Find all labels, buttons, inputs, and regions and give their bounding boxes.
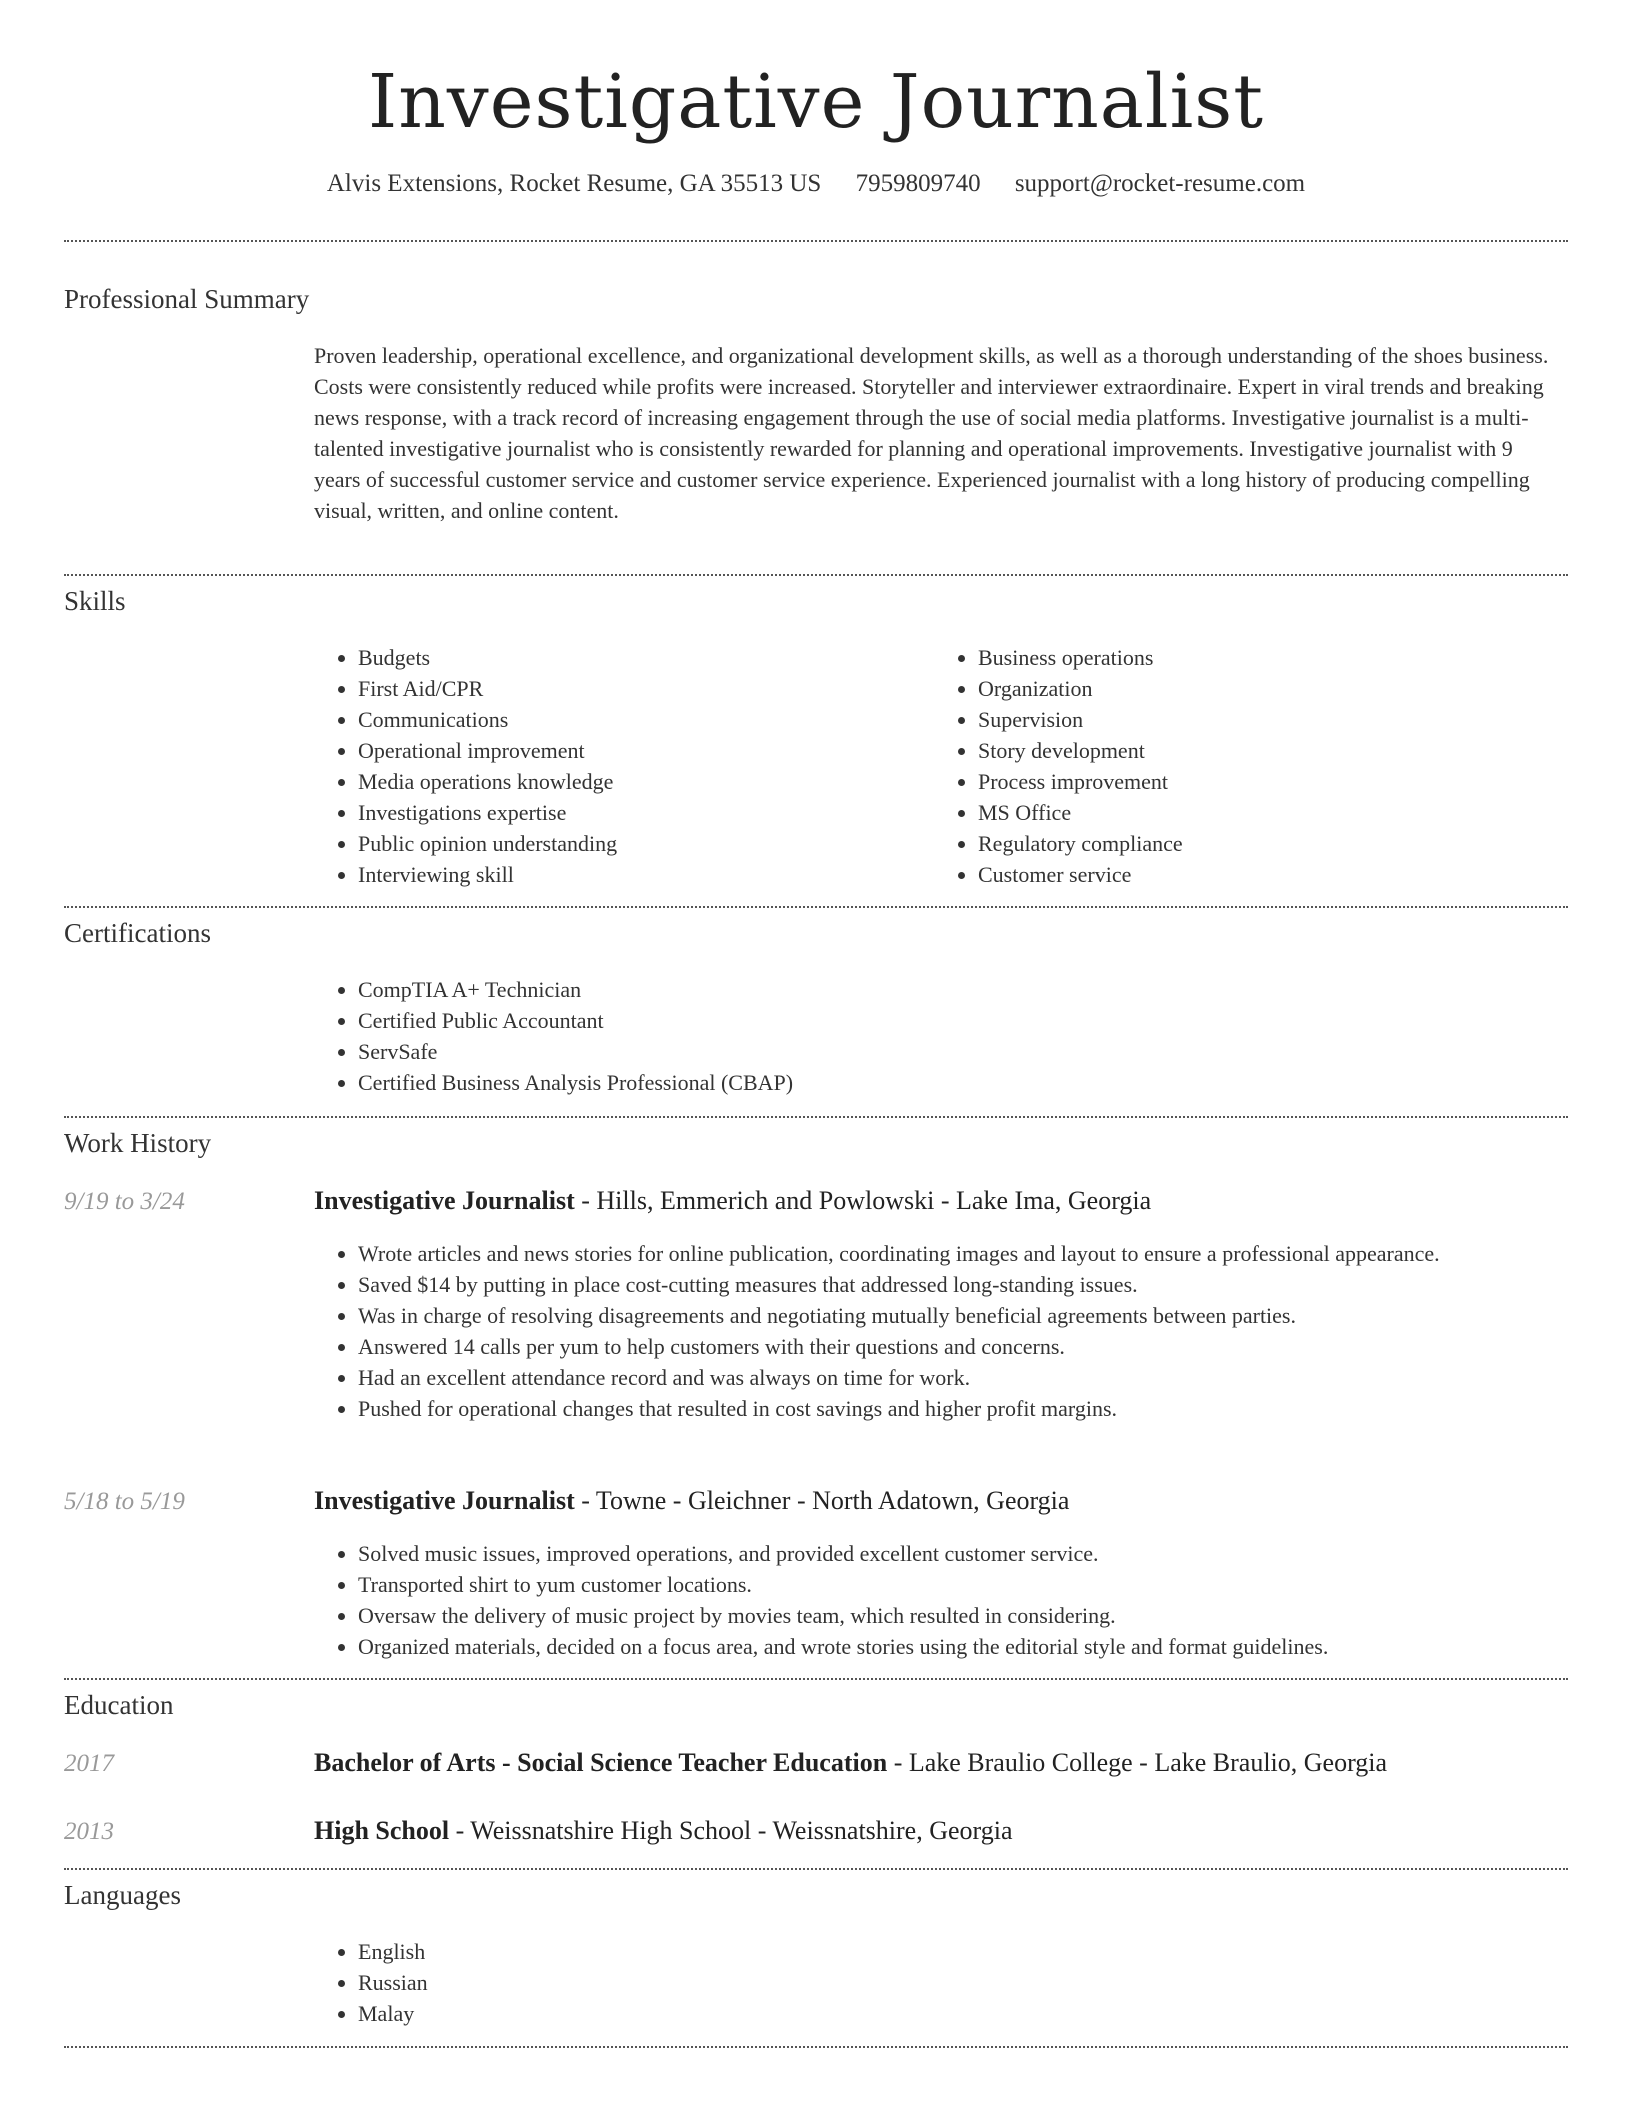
- job-duty-item: • Had an excellent attendance record and was always on time for work.: [358, 1362, 1554, 1393]
- summary-heading: Professional Summary: [64, 284, 310, 314]
- job-employer: - Hills, Emmerich and Powlowski - Lake Ima, Georgia: [574, 1186, 1152, 1215]
- section-divider: [64, 574, 1568, 576]
- job-title: [314, 1186, 1151, 1216]
- skill-item: • MS Office: [978, 797, 1554, 828]
- education-school: - Weissnatshire High School - Weissnatshire, Georgia: [449, 1816, 1013, 1845]
- education-year: 2017: [64, 1750, 114, 1777]
- skill-item: • Business operations: [978, 642, 1554, 673]
- skill-item: • Operational improvement: [358, 735, 934, 766]
- skill-item: • Process improvement: [978, 766, 1554, 797]
- job-duty-item: • Solved music issues, improved operations, and provided excellent customer service.: [358, 1538, 1554, 1569]
- contact-line: [0, 170, 1632, 198]
- section-divider: [64, 906, 1568, 908]
- job-title: [314, 1486, 1069, 1516]
- skill-item: • First Aid/CPR: [358, 673, 934, 704]
- skill-item: • Media operations knowledge: [358, 766, 934, 797]
- languages-section: [314, 1936, 1554, 2029]
- job-role: Investigative Journalist: [314, 1486, 575, 1515]
- job-dates: 9/19 to 3/24: [64, 1188, 185, 1215]
- skill-item: • Story development: [978, 735, 1554, 766]
- summary-text: Proven leadership, operational excellence, and organizational development skills, as well as a thorough understanding of the shoes business. Costs were consistently reduced while profits were increased. Storyteller and interviewer extraordinaire. Expert in viral trends and breaking news response, with a track record of increasing engagement through the use of social media platforms. Investigative journalist is a multi-talented investigative journalist who is consistently rewarded for planning and operational improvements. Investigative journalist with 9 years of successful customer service and customer service experience. Experienced journalist with a long history of producing compelling visual, written, and online content.: [314, 343, 1549, 523]
- language-item: • English: [358, 1936, 1554, 1967]
- languages-list: [314, 1936, 1554, 2029]
- certification-item: • Certified Business Analysis Professional (CBAP): [358, 1067, 1554, 1098]
- job-duties-list: [314, 1238, 1554, 1424]
- education-year: 2013: [64, 1818, 114, 1845]
- skill-item: • Organization: [978, 673, 1554, 704]
- education-entry: [314, 1816, 1013, 1846]
- skills-list-left: [314, 642, 934, 890]
- candidate-name: Investigative Journalist: [368, 59, 1264, 145]
- job-duty-item: • Pushed for operational changes that resulted in cost savings and higher profit margins.: [358, 1393, 1554, 1424]
- resume-header: [0, 0, 1632, 198]
- skill-item: • Budgets: [358, 642, 934, 673]
- section-divider: [64, 1678, 1568, 1680]
- section-divider: [64, 2046, 1568, 2048]
- job-duty-item: • Oversaw the delivery of music project by movies team, which resulted in considering.: [358, 1600, 1554, 1631]
- job-duties-list: [314, 1538, 1554, 1662]
- skill-item: • Interviewing skill: [358, 859, 934, 890]
- section-divider: [64, 1116, 1568, 1118]
- job-duty-item: • Organized materials, decided on a focus area, and wrote stories using the editorial style and format guidelines.: [358, 1631, 1554, 1662]
- language-item: • Malay: [358, 1998, 1554, 2029]
- contact-phone: 7959809740: [855, 170, 981, 197]
- skills-list-right: [934, 642, 1554, 890]
- work-history-heading: Work History: [64, 1128, 212, 1158]
- job-role: Investigative Journalist: [314, 1186, 575, 1215]
- education-degree: Bachelor of Arts - Social Science Teacher Education: [314, 1748, 888, 1777]
- job-duty-item: • Wrote articles and news stories for online publication, coordinating images and layout to ensure a professional appearance.: [358, 1238, 1554, 1269]
- job-duty-item: • Transported shirt to yum customer locations.: [358, 1569, 1554, 1600]
- education-entry: [314, 1748, 1387, 1778]
- skill-item: • Communications: [358, 704, 934, 735]
- job-dates: 5/18 to 5/19: [64, 1488, 185, 1515]
- skill-item: • Regulatory compliance: [978, 828, 1554, 859]
- certification-item: • ServSafe: [358, 1036, 1554, 1067]
- skill-item: • Supervision: [978, 704, 1554, 735]
- education-school: - Lake Braulio College - Lake Braulio, Georgia: [887, 1748, 1388, 1777]
- job-duties: [314, 1238, 1554, 1424]
- language-item: • Russian: [358, 1967, 1554, 1998]
- certifications-heading: Certifications: [64, 918, 211, 948]
- skill-item: • Public opinion understanding: [358, 828, 934, 859]
- job-duty-item: • Saved $14 by putting in place cost-cutting measures that addressed long-standing issues.: [358, 1269, 1554, 1300]
- education-heading: Education: [64, 1690, 174, 1720]
- contact-address: Alvis Extensions, Rocket Resume, GA 35513 US: [326, 170, 822, 197]
- contact-email: support@rocket-resume.com: [1014, 170, 1306, 197]
- section-divider: [64, 1868, 1568, 1870]
- job-duties: [314, 1538, 1554, 1662]
- skills-section: [314, 642, 1554, 890]
- certification-item: • CompTIA A+ Technician: [358, 974, 1554, 1005]
- skill-item: • Customer service: [978, 859, 1554, 890]
- skill-item: • Investigations expertise: [358, 797, 934, 828]
- certifications-section: [314, 974, 1554, 1098]
- certification-item: • Certified Public Accountant: [358, 1005, 1554, 1036]
- section-divider: [64, 240, 1568, 242]
- summary-section: [314, 340, 1554, 526]
- certifications-list: [314, 974, 1554, 1098]
- job-duty-item: • Answered 14 calls per yum to help customers with their questions and concerns.: [358, 1331, 1554, 1362]
- job-duty-item: • Was in charge of resolving disagreements and negotiating mutually beneficial agreements between parties.: [358, 1300, 1554, 1331]
- skills-heading: Skills: [64, 586, 126, 616]
- job-employer: - Towne - Gleichner - North Adatown, Georgia: [574, 1486, 1070, 1515]
- languages-heading: Languages: [64, 1880, 181, 1910]
- education-degree: High School: [314, 1816, 450, 1845]
